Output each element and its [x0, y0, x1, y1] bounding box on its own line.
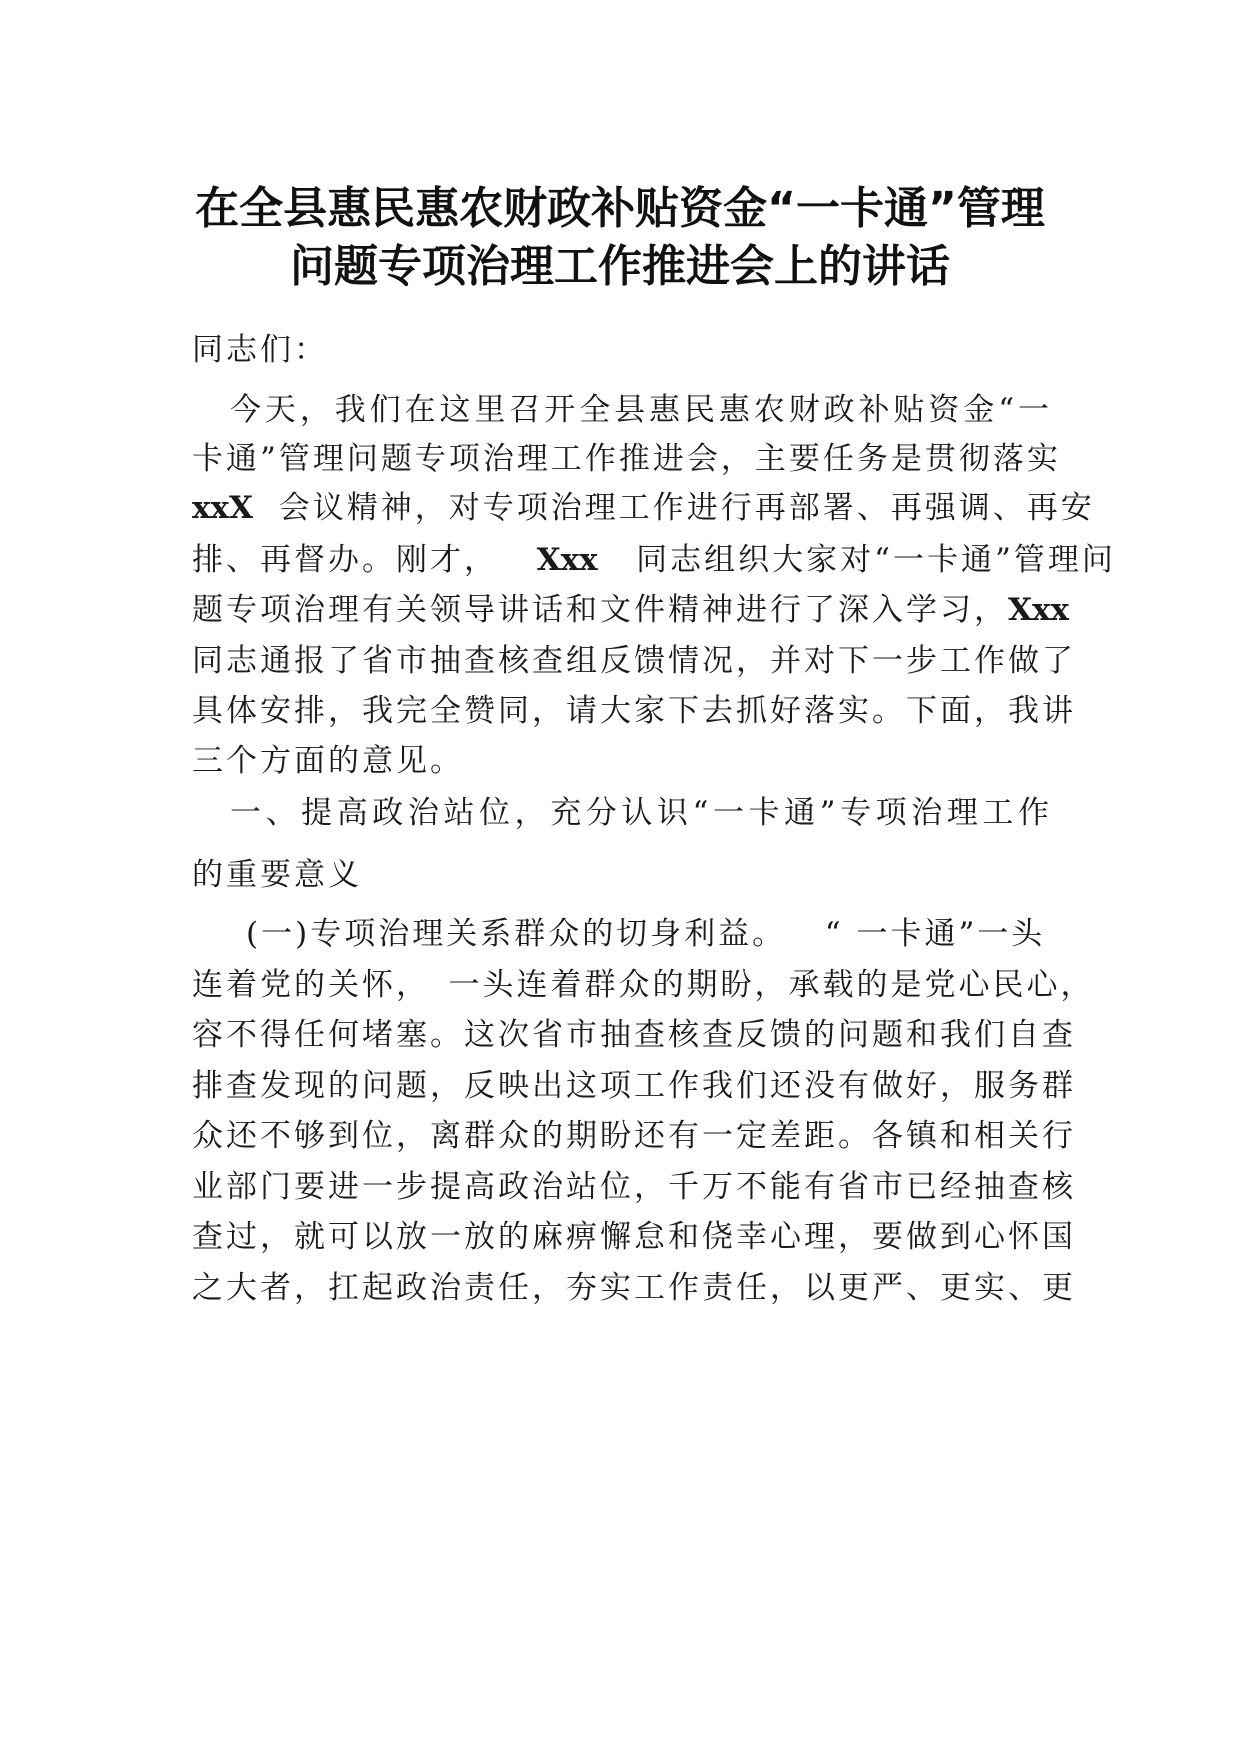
paragraph-1-line-4-text-a: 排、再督办。刚才， — [192, 542, 498, 578]
person-name-placeholder: Xxx — [536, 542, 598, 578]
paragraph-1-line-1: 今天，我们在这里召开全县惠民惠农财政补贴资金“一 — [230, 392, 1052, 428]
paragraph-2-line-3: 容不得任何堵塞。这次省市抽查核查反馈的问题和我们自查 — [192, 1017, 1076, 1053]
subsection-heading: (一)专项治理关系群众的切身利益。 — [246, 916, 787, 952]
paragraph-1-line-6: 同志通报了省市抽查核查组反馈情况，并对下一步工作做了 — [192, 643, 1076, 679]
section-1-heading-line-1: 一、提高政治站位，充分认识“一卡通”专项治理工作 — [230, 795, 1052, 831]
paragraph-1-line-7: 具体安排，我完全赞同，请大家下去抓好落实。下面，我讲 — [192, 693, 1076, 729]
paragraph-1-line-5-text: 题专项治理有关领导讲话和文件精神进行了深入学习， — [192, 592, 1008, 628]
paragraph-1-line-5 — [192, 588, 1070, 632]
paragraph-2-line-4: 排查发现的问题，反映出这项工作我们还没有做好，服务群 — [192, 1068, 1076, 1104]
paragraph-2-line-2: 连着党的关怀， 一头连着群众的期盼，承载的是党心民心， — [192, 967, 1095, 1003]
paragraph-2-line-1-text: “ 一卡通”一头 — [824, 916, 1046, 952]
paragraph-2-line-7: 查过，就可以放一放的麻痹懈怠和侥幸心理，要做到心怀国 — [192, 1219, 1076, 1255]
paragraph-2-line-5: 众还不够到位，离群众的期盼还有一定差距。各镇和相关行 — [192, 1118, 1076, 1154]
person-name-placeholder: xxX — [192, 490, 254, 526]
paragraph-2-line-8: 之大者，扛起政治责任，夯实工作责任，以更严、更实、更 — [192, 1270, 1076, 1306]
paragraph-1-line-4 — [192, 538, 1116, 582]
paragraph-1-line-2: 卡通”管理问题专项治理工作推进会，主要任务是贯彻落实 — [192, 441, 1061, 477]
salutation: 同志们： — [192, 332, 328, 368]
paragraph-1-line-3 — [192, 486, 1095, 530]
person-name-placeholder: Xxx — [1008, 592, 1070, 628]
paragraph-1-line-3-text: 会议精神，对专项治理工作进行再部署、再强调、再安 — [278, 490, 1095, 526]
paragraph-1-line-4-text-b: 同志组织大家对“一卡通”管理问 — [636, 542, 1116, 578]
paragraph-2-line-6: 业部门要进一步提高政治站位，千万不能有省市已经抽查核 — [192, 1169, 1076, 1205]
document-title-line-1: 在全县惠民惠农财政补贴资金“一卡通”管理 — [195, 183, 1045, 234]
paragraph-1-line-8: 三个方面的意见。 — [192, 743, 464, 779]
document-title-line-2: 问题专项治理工作推进会上的讲话 — [290, 241, 950, 292]
paragraph-2-line-1 — [246, 912, 1052, 956]
section-1-heading-line-2: 的重要意义 — [192, 857, 362, 893]
